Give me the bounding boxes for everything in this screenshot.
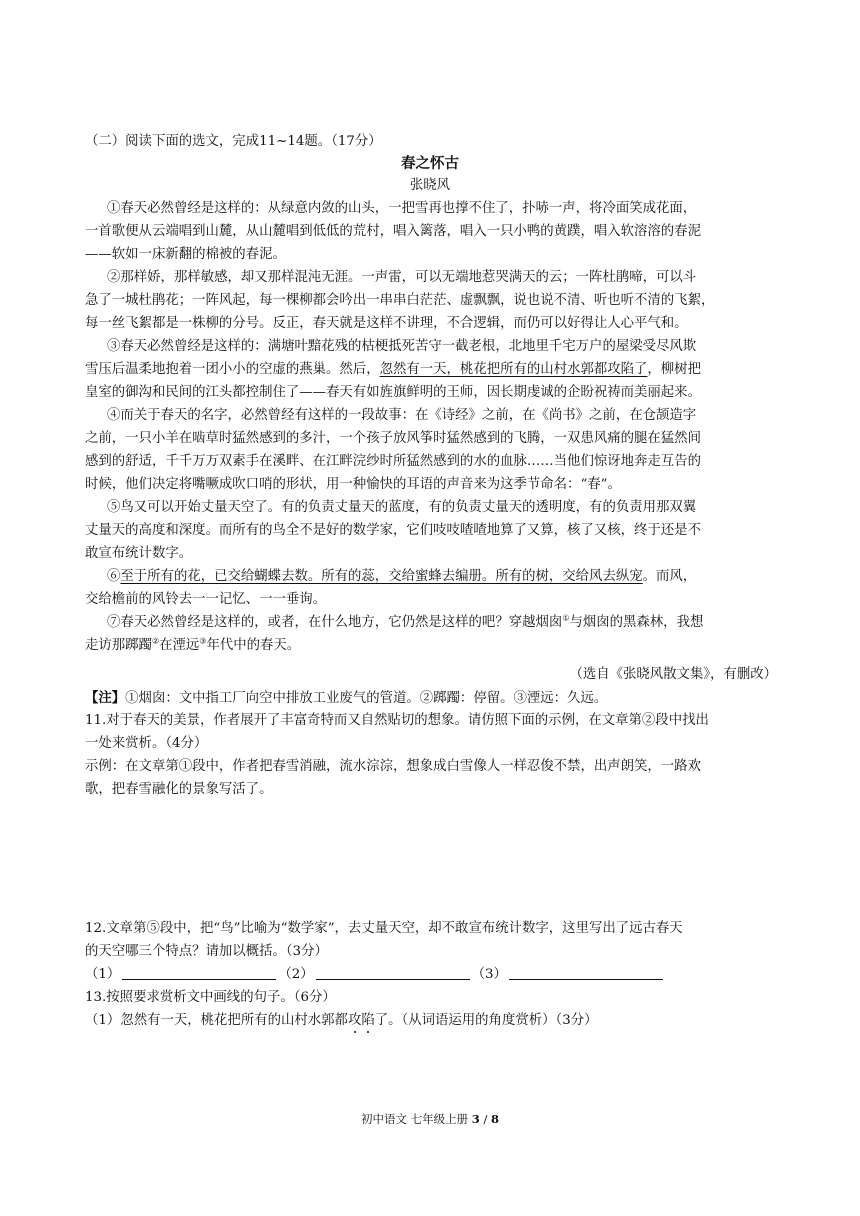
question-13-part-1 <box>85 1010 785 1032</box>
footnote-marker-3: ③ <box>199 636 207 646</box>
paragraph-5-line-2: 丈量天的高度和深度。而所有的鸟全不是好的数学家，它们吱吱喳喳地算了又算，核了又核，终于还是不 <box>85 523 701 538</box>
paragraph-3-line-3: 皇室的御沟和民间的江头都控制住了——春天有如旌旗鲜明的王师，因长期虔诚的企盼祝祷而美丽起来。 <box>85 385 701 400</box>
blank-2-label: （2） <box>278 967 314 982</box>
paragraph-4-line-1: ④而关于春天的名字，必然曾经有这样的一段故事：在《诗经》之前，在《尚书》之前，在仓颉造字 <box>107 408 697 423</box>
paragraph-4-line-4: 时候，他们决定将嘴噘成吹口哨的形状，用一种愉快的耳语的声音来为这季节命名：“春”。 <box>85 477 621 492</box>
question-13-part-1-start: （1）忽然有一天，桃花把所有的山村水郭都 <box>85 1013 348 1028</box>
underlined-sentence-1: 忽然有一天，桃花把所有的山村水郭都攻陷了 <box>379 362 648 377</box>
footer-total-pages: 8 <box>491 1112 500 1126</box>
question-13-line-1: 13.按照要求赏析文中画线的句子。（6分） <box>85 990 336 1005</box>
answer-blank-3[interactable] <box>509 965 663 980</box>
paragraph-7-line-1-rest: 与烟囱的黑森林，我想 <box>569 615 704 630</box>
question-12-answer-blanks <box>85 964 785 986</box>
paragraph-7-line-1-start: ⑦春天必然曾经是这样的，或者，在什么地方，它仍然是这样的吧？穿越烟囱 <box>107 615 563 630</box>
footer-page-number: 3 <box>471 1112 480 1126</box>
footer-separator: / <box>479 1112 491 1126</box>
paragraph-5-line-1: ⑤鸟又可以开始丈量天空了。有的负责丈量天的蓝度，有的负责丈量天的透明度，有的负责用那双翼 <box>107 500 697 515</box>
footnote <box>85 687 785 710</box>
paragraph-4-line-3: 感到的舒适，千千万万双素手在溪畔、在江畔浣纱时所猛然感到的水的血脉……当他们惊讶地奔走互告的 <box>85 454 701 469</box>
answer-blank-1[interactable] <box>122 965 276 980</box>
question-13-part-1-end: 了。（从词语运用的角度赏析）（3分） <box>374 1013 598 1028</box>
blank-1-label: （1） <box>85 967 121 982</box>
note-label: 【注】 <box>85 690 126 706</box>
paragraph-3-line-1: ③春天必然曾经是这样的：满塘叶黯花残的枯梗抵死苦守一截老根，北地里千宅万户的屋梁受尽风欺 <box>107 339 697 354</box>
paragraph-1-line-1: ①春天必然曾经是这样的：从绿意内敛的山头，一把雪再也撑不住了，扑哧一声，将冷面笑成花面， <box>107 201 697 216</box>
question-12-line-2: 的天空哪三个特点？请加以概括。（3分） <box>85 944 328 959</box>
paragraph-3-line-2-start: 雪压后温柔地抱着一团小小的空虚的燕巢。然后， <box>85 362 380 377</box>
paragraph-2-line-2: 急了一城杜鹃花；一阵风起，每一棵柳都会吟出一串串白茫茫、虚飘飘，说也说不清、听也听不清的飞絮， <box>85 293 715 308</box>
question-11-example-line-2: 歌，把春雪融化的景象写活了。 <box>85 782 273 797</box>
footnote-marker-2: ② <box>151 636 160 646</box>
article-title: 春之怀古 <box>401 155 459 172</box>
paragraph-2-line-1: ②那样娇，那样敏感，却又那样混沌无涯。一声雷，可以无端地惹哭满天的云；一阵杜鹃啼，可以斗 <box>107 270 697 285</box>
blank-3-label: （3） <box>471 967 507 982</box>
emphasis-char-2: 陷 <box>361 1013 375 1028</box>
footnote-marker-1: ① <box>562 613 570 623</box>
paragraph-6-line-1 <box>107 566 807 588</box>
page-footer <box>0 1110 860 1128</box>
question-11-line-1: 11.对于春天的美景，作者展开了丰富奇特而又自然贴切的想象。请仿照下面的示例，在文章第②段中找出 <box>85 713 709 728</box>
paragraph-6-line-2: 交给檐前的风铃去一一记忆、一一垂询。 <box>85 592 327 607</box>
source-citation: （选自《张晓风散文集》，有删改） <box>569 667 777 682</box>
paragraph-1-line-3: ——软如一床新翻的棉被的春泥。 <box>85 247 286 262</box>
paragraph-7-line-2-b: 在湮远 <box>159 638 200 653</box>
paragraph-7-line-1 <box>107 612 807 634</box>
paragraph-3-line-2-end: ，柳树把 <box>647 362 701 377</box>
article-author: 张晓风 <box>409 178 451 193</box>
paragraph-7-line-2-a: 走访那踯躅 <box>85 638 152 653</box>
note-text: ①烟囱：文中指工厂向空中排放工业废气的管道。②踯躅：停留。③湮远：久远。 <box>125 691 608 706</box>
paragraph-7-line-2 <box>85 635 785 657</box>
underlined-sentence-2: 至于所有的花，已交给蝴蝶去数。所有的蕊，交给蜜蜂去编册。所有的树，交给风去纵宠 <box>120 569 643 584</box>
emphasis-char-1: 攻 <box>347 1013 362 1028</box>
paragraph-4-line-2: 之前，一只小羊在啮草时猛然感到的多汁，一个孩子放风筝时猛然感到的飞腾，一双患风痛的腿在猛然间 <box>85 431 701 446</box>
question-11-line-2: 一处来赏析。（4分） <box>85 736 208 751</box>
paragraph-3-line-2 <box>85 359 785 381</box>
question-11-example-line-1: 示例：在文章第①段中，作者把春雪消融，流水淙淙，想象成白雪像人一样忍俊不禁，出声朗笑，一路欢 <box>85 759 701 774</box>
paragraph-1-line-2: 一首歌便从云端唱到山麓，从山麓唱到低低的荒村，唱入篱落，唱入一只小鸭的黄蹼，唱入软溶溶的春泥 <box>85 224 701 239</box>
paragraph-2-line-3: 每一丝飞絮都是一株柳的分号。反正，春天就是这样不讲理，不合逻辑，而仍可以好得让人心平气和。 <box>85 316 688 331</box>
question-12-line-1: 12.文章第⑤段中，把“鸟”比喻为“数学家”，去丈量天空，却不敢宣布统计数字，这里写出了远古春天 <box>85 921 683 936</box>
paragraph-7-line-2-c: 年代中的春天。 <box>206 638 301 653</box>
section-heading: （二）阅读下面的选文，完成11~14题。（17分） <box>85 134 382 149</box>
footer-text: 初中语文 七年级上册 <box>360 1112 472 1126</box>
answer-blank-2[interactable] <box>316 965 470 980</box>
paragraph-5-line-3: 敢宣布统计数字。 <box>85 546 193 561</box>
paragraph-6-number: ⑥ <box>107 569 121 584</box>
paragraph-6-line-1-end: 。而风， <box>642 569 697 584</box>
